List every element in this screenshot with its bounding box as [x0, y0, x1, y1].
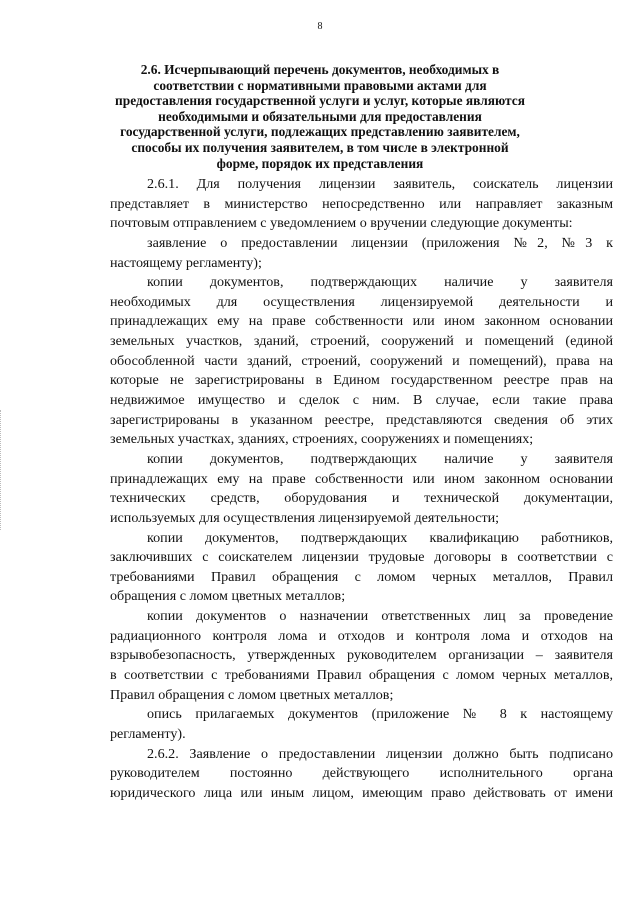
- paragraph-line: требованиями Правил обращения с ломом черных металлов, Правил: [110, 568, 613, 585]
- heading-line: предоставления государственной услуги и услуг, которые являются: [115, 93, 525, 109]
- paragraph-line: настоящему регламенту);: [110, 254, 262, 271]
- paragraph-line: которые не зарегистрированы в Едином государственном реестре прав на: [110, 372, 613, 389]
- paragraph-line: обращения с ломом цветных металлов;: [110, 588, 346, 605]
- paragraph-line: 2.6.1. Для получения лицензии заявитель, соискатель лицензии: [147, 176, 613, 192]
- heading-line: соответствии с нормативными правовыми актами для: [153, 77, 487, 93]
- paragraph-line: копии документов, подтверждающих наличие у заявителя: [147, 450, 613, 467]
- paragraph-line: взрывобезопасность, утвержденных руководителем организации – заявителя: [110, 647, 613, 664]
- paragraph-line: опись прилагаемых документов (приложение № 8 к настоящему: [147, 706, 613, 723]
- paragraph-line: заключивших с соискателем лицензии трудовые договоры в соответствии с: [110, 549, 613, 566]
- paragraph-line: недвижимое имущество и сделок с ним. В случае, если такие права: [110, 392, 613, 409]
- paragraph-line: представляет в министерство непосредственно или направляет заказным: [110, 195, 613, 212]
- paragraph-line: руководителем постоянно действующего исполнительного органа: [110, 765, 613, 782]
- paragraph-line: копии документов о назначении ответственных лиц за проведение: [147, 608, 613, 625]
- paragraph-line: 2.6.2. Заявление о предоставлении лицензии должно быть подписано: [147, 745, 613, 762]
- paragraph-line: Правил обращения с ломом цветных металлов;: [110, 686, 394, 703]
- paragraph-line: юридического лица или иным лицом, имеющим право действовать от имени: [110, 784, 613, 801]
- paragraph-line: копии документов, подтверждающих квалификацию работников,: [147, 529, 613, 546]
- heading-line: 2.6. Исчерпывающий перечень документов, необходимых в: [140, 62, 500, 77]
- scan-margin-marks: [0, 410, 7, 530]
- paragraph-line: принадлежащих ему на праве собственности или ином законном основании: [110, 313, 613, 330]
- paragraph-line: копии документов, подтверждающих наличие у заявителя: [147, 274, 613, 291]
- paragraph-line: радиационного контроля лома и отходов и контроля лома и отходов на: [110, 627, 613, 644]
- paragraph-line: в соответствии с требованиями Правил обращения с ломом черных металлов,: [110, 667, 613, 684]
- heading-line: необходимыми и обязательными для предоставления: [158, 108, 482, 124]
- paragraph-line: принадлежащих ему на праве собственности или ином законном основании: [110, 470, 613, 487]
- paragraph-line: земельных участков, зданий, строений, сооружений и помещений (единой: [110, 333, 613, 350]
- paragraph-line: технических средств, оборудования и технической документации,: [110, 490, 613, 507]
- paragraph-line: регламенту).: [110, 725, 186, 742]
- body-text: [110, 175, 613, 804]
- section-heading: [100, 62, 540, 171]
- page-number: 8: [317, 21, 323, 32]
- heading-line: способы их получения заявителем, в том числе в электронной: [131, 139, 509, 155]
- paragraph-line: зарегистрированы в указанном реестре, представляются сведения об этих: [110, 411, 613, 428]
- paragraph-line: земельных участках, зданиях, строениях, сооружениях и помещениях;: [110, 431, 534, 448]
- paragraph-line: почтовым отправлением с уведомлением о вручении следующие документы:: [110, 215, 573, 232]
- heading-line: форме, порядок их представления: [216, 155, 424, 171]
- heading-line: государственной услуги, подлежащих представлению заявителем,: [120, 124, 520, 140]
- paragraph-line: используемых для осуществления лицензируемой деятельности;: [110, 509, 500, 526]
- paragraph-line: обособленной части зданий, строений, сооружений и помещений), права на: [110, 352, 613, 369]
- paragraph-line: заявление о предоставлении лицензии (приложения №2, №3 к: [147, 234, 613, 251]
- paragraph-line: необходимых для осуществления лицензируемой деятельности и: [110, 293, 613, 310]
